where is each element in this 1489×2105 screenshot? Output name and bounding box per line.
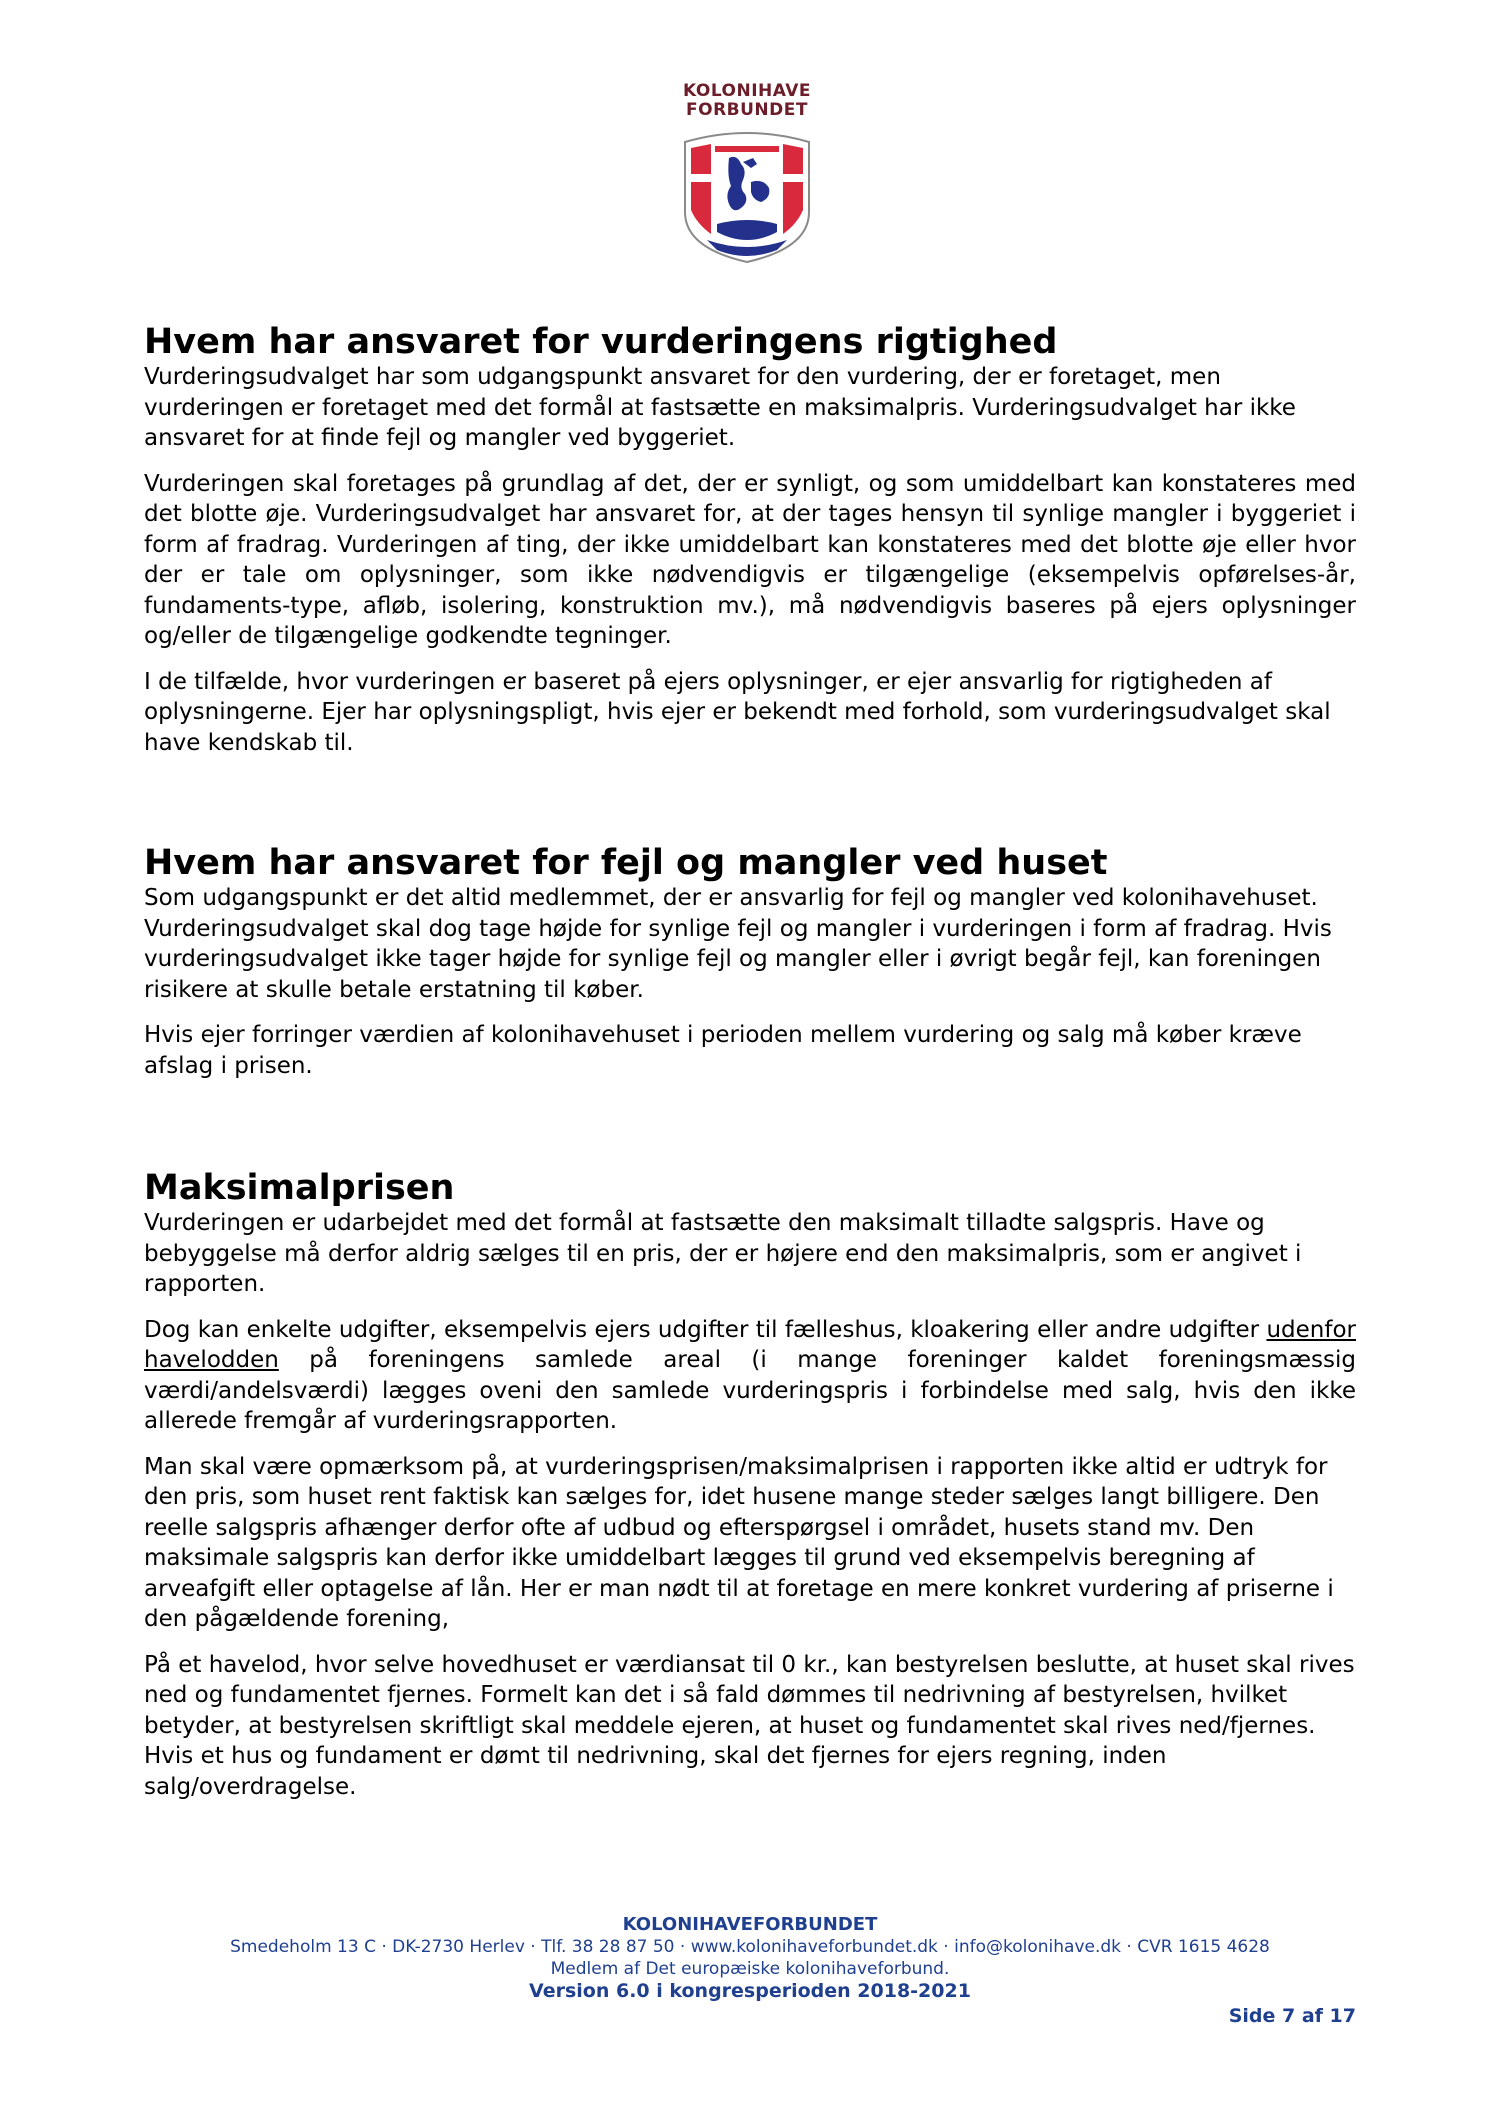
paragraph: Som udgangspunkt er det altid medlemmet, der er ansvarlig for fejl og mangler ved kolonihavehuset. Vurderingsudvalget skal dog tage højde for synlige fejl og mangler i vurderingen i form af fradrag. Hvis vurderingsudvalget ikke tager højde for synlige fejl og mangler eller i øvrigt begår fejl, kan foreningen risikere at skulle betale erstatning til køber. bbox=[144, 885, 1332, 1003]
page-number: Side 7 af 17 bbox=[1228, 2005, 1356, 2027]
underlined-text: udenfor havelodden bbox=[144, 1316, 1356, 1373]
heading-max-price: Maksimalprisen bbox=[144, 1168, 455, 1208]
logo-text-line1: KOLONIHAVE bbox=[682, 81, 812, 101]
shield-emblem-icon bbox=[677, 124, 817, 264]
heading-responsibility-valuation: Hvem har ansvaret for vurderingens rigtighed bbox=[144, 322, 1058, 362]
logo bbox=[672, 82, 822, 264]
footer bbox=[144, 1914, 1356, 2002]
paragraph-text: Dog kan enkelte udgifter, eksempelvis ejers udgifter til fælleshus, kloakering eller andre udgifter bbox=[144, 1316, 1267, 1343]
paragraph: Hvis ejer forringer værdien af kolonihavehuset i perioden mellem vurdering og salg må køber kræve afslag i prisen. bbox=[144, 1022, 1302, 1079]
footer-address: Smedeholm 13 C · DK-2730 Herlev · Tlf. 38 28 87 50 · www.kolonihaveforbundet.dk · info@kolonihave.dk · CVR 1615 4628 bbox=[230, 1937, 1270, 1957]
footer-org: KOLONIHAVEFORBUNDET bbox=[622, 1914, 878, 1935]
heading-responsibility-defects: Hvem har ansvaret for fejl og mangler ved huset bbox=[144, 843, 1108, 883]
paragraph bbox=[144, 1315, 1356, 1437]
paragraph: Vurderingen er udarbejdet med det formål at fastsætte den maksimalt tilladte salgspris. Have og bebyggelse må derfor aldrig sælges til en pris, der er højere end den maksimalpris, som er angivet i rapporten. bbox=[144, 1210, 1302, 1297]
paragraph-text: på foreningens samlede areal (i mange foreninger kaldet foreningsmæssig værdi/andelsværdi) lægges oveni den samlede vurderingspris i forbindelse med salg, hvis den ikke allerede fremgår af vurderingsrapporten. bbox=[144, 1347, 1356, 1434]
paragraph: Man skal være opmærksom på, at vurderingsprisen/maksimalprisen i rapporten ikke altid er udtryk for den pris, som huset rent faktisk kan sælges for, idet husene mange steder sælges langt billigere. Den reelle salgspris afhænger derfor ofte af udbud og efterspørgsel i området, husets stand mv. Den maksimale salgspris kan derfor ikke umiddelbart lægges til grund ved eksempelvis beregning af arveafgift eller optagelse af lån. Her er man nødt til at foretage en mere konkret vurdering af priserne i den pågældende forening, bbox=[144, 1453, 1334, 1632]
paragraph: På et havelod, hvor selve hovedhuset er værdiansat til 0 kr., kan bestyrelsen beslutte, at huset skal rives ned og fundamentet fjernes. Formelt kan det i så fald dømmes til nedrivning af bestyrelsen, hvilket betyder, at bestyrelsen skriftligt skal meddele ejeren, at huset og fundamentet skal rives ned/fjernes. Hvis et hus og fundament er dømt til nedrivning, skal det fjernes for ejers regning, inden salg/overdragelse. bbox=[144, 1651, 1355, 1800]
footer-member: Medlem af Det europæiske kolonihaveforbund. bbox=[550, 1959, 950, 1979]
document-body bbox=[144, 322, 1356, 1817]
paragraph: I de tilfælde, hvor vurderingen er baseret på ejers oplysninger, er ejer ansvarlig for rigtigheden af oplysningerne. Ejer har oplysningspligt, hvis ejer er bekendt med forhold, som vurderingsudvalget skal have kendskab til. bbox=[144, 668, 1331, 756]
paragraph: Vurderingen skal foretages på grundlag af det, der er synligt, og som umiddelbart kan konstateres med det blotte øje. Vurderingsudvalget har ansvaret for, at der tages hensyn til synlige mangler i byggeriet i form af fradrag. Vurderingen af ting, der ikke umiddelbart kan konstateres med det blotte øje eller hvor der er tale om oplysninger, som ikke nødvendigvis er tilgængelige (eksempelvis opførelses-år, fundaments-type, afløb, isolering, konstruktion mv.), må nødvendigvis baseres på ejers oplysninger og/eller de tilgængelige godkendte tegninger. bbox=[144, 470, 1356, 649]
logo-text-line2: FORBUNDET bbox=[686, 100, 808, 120]
footer-version: Version 6.0 i kongresperioden 2018-2021 bbox=[529, 1980, 971, 2002]
paragraph: Vurderingsudvalget har som udgangspunkt ansvaret for den vurdering, der er foretaget, men vurderingen er foretaget med det formål at fastsætte en maksimalpris. Vurderingsudvalget har ikke ansvaret for at finde fejl og mangler ved byggeriet. bbox=[144, 364, 1296, 451]
